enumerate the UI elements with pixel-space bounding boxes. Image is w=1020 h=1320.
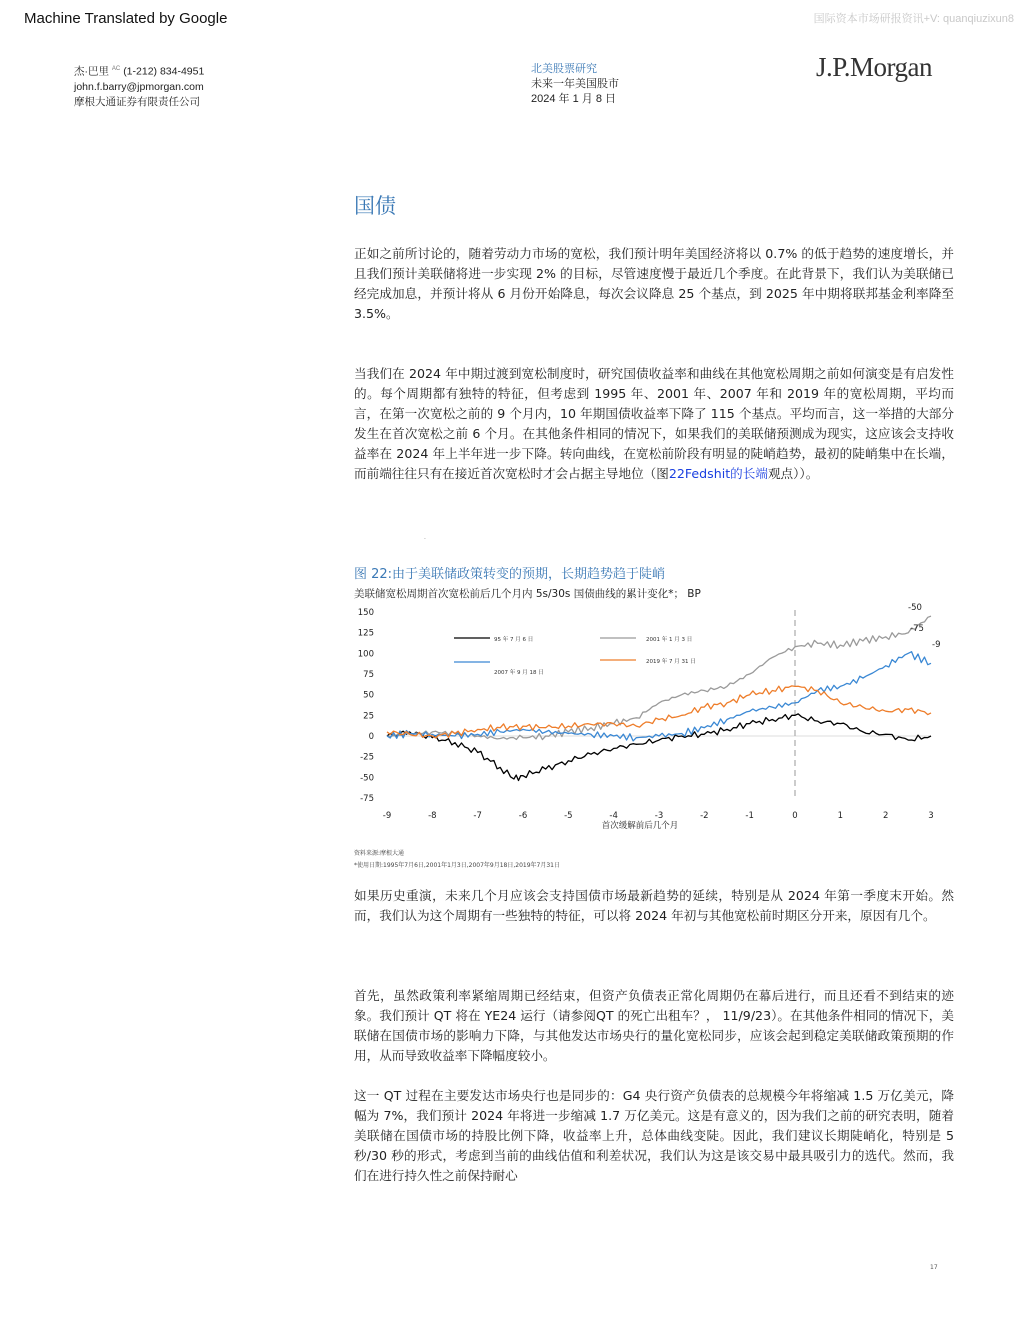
series-line bbox=[387, 714, 931, 781]
x-axis bbox=[383, 811, 934, 821]
figure-subtitle: 美联储宽松周期首次宽松前后几个月内 5s/30s 国债曲线的累计变化*； BP bbox=[354, 588, 701, 600]
x-tick-label: -5 bbox=[564, 811, 573, 821]
paragraph-5: 这一 QT 过程在主要发达市场央行也是同步的：G4 央行资产负债表的总规模今年将缩减 1.5 万亿美元，降幅为 7%，我们预计 2024 年将进一步缩减 1.7 万亿美元。这是有意义的，因为我们之前的研究表明，随着美联储在国债市场的持股比例下降，收益率上升，总体曲线变陡。因此，我们建议长期陡峭化，特别是 5 秒/30 秒的形式，考虑到当前的曲线估值和利差状况，我们认为这是该交易中最具吸引力的选代。然而，我们在进行持久性之前保持耐心 bbox=[354, 1088, 954, 1183]
y-tick-label: 75 bbox=[363, 670, 374, 680]
paragraph-1: 正如之前所讨论的，随着劳动力市场的宽松，我们预计明年美国经济将以 0.7% 的低于趋势的速度增长，并且我们预计美联储将进一步实现 2% 的目标，尽管速度慢于最近几个季度。在此背景下，我们认为美联储已经完成加息，并预计将从 6 月份开始降息，每次会议降息 25 个基点，到 2025 年中期将联邦基金利率降至 3.5%。 bbox=[354, 246, 954, 321]
author-name: 杰·巴里 bbox=[74, 65, 109, 78]
author-company: 摩根大通证券有限责任公司 bbox=[74, 95, 200, 108]
x-tick-label: 0 bbox=[792, 811, 798, 821]
end-labels bbox=[908, 603, 940, 650]
x-tick-label: -7 bbox=[473, 811, 482, 821]
paragraph-2 bbox=[354, 364, 954, 484]
y-tick-label: 150 bbox=[357, 608, 374, 618]
x-tick-label: -4 bbox=[609, 811, 618, 821]
figure-link[interactable]: 22Fedshit的长端 bbox=[668, 466, 768, 481]
analyst-certification-mark: AC bbox=[111, 66, 121, 72]
end-label: -75 bbox=[910, 624, 924, 634]
machine-translation-banner: Machine Translated by Google bbox=[24, 10, 228, 27]
end-label: -9 bbox=[932, 640, 941, 650]
section-title: 国债 bbox=[354, 194, 396, 218]
series-line bbox=[387, 686, 931, 738]
report-title: 未来一年美国股市 bbox=[531, 78, 619, 90]
x-tick-label: -9 bbox=[382, 811, 392, 821]
y-tick-label: 25 bbox=[363, 711, 374, 722]
author-email[interactable]: john.f.barry@jpmorgan.com bbox=[74, 80, 204, 93]
paragraph-2-text: 当我们在 2024 年中期过渡到宽松制度时，研究国债收益率和曲线在其他宽松周期之前如何演变是有启发性的。每个周期都有独特的特征，但考虑到 1995 年、2001 年、2007 年和 2019 年的宽松周期，平均而言，在第一次宽松之前的 9 个月内，10 年期国债收益率下降了 115 个基点。平均而言，这一举措的大部分发生在首次宽松之前 6 个月。在其他条件相同的情况下，如果我们的美联储预测成为现实，这应该会支持收益率在 2024 年上半年进一步下降。转向曲线，在宽松前阶段有明显的陡峭趋势，最初的陡峭集中在长端，而前端往往只有在接近首次宽松时才会占据主导地位（图 bbox=[354, 366, 954, 481]
y-tick-label: 50 bbox=[363, 690, 374, 701]
x-tick-label: 2 bbox=[882, 811, 889, 821]
author-block bbox=[74, 62, 204, 110]
report-header bbox=[531, 62, 619, 107]
y-tick-label: 100 bbox=[357, 649, 374, 660]
paragraph-4: 首先，虽然政策利率紧缩周期已经结束，但资产负债表正常化周期仍在幕后进行，而且还看不到结束的迹象。我们预计 QT 将在 YE24 运行（请参阅QT 的死亡出租车？， 11/9/23）。在其他条件相同的情况下，美联储在国债市场的影响力下降，与其他发达市场央行的量化宽松同步，应该会起到稳定美联储政策预期的作用，从而导致收益率下降幅度较小。 bbox=[354, 988, 954, 1063]
author-phone: (1-212) 834-4951 bbox=[123, 65, 205, 78]
y-tick-label: -50 bbox=[360, 773, 374, 784]
report-date: 2024 年 1 月 8 日 bbox=[531, 93, 616, 105]
paragraph-3: 如果历史重演，未来几个月应该会支持国债市场最新趋势的延续，特别是从 2024 年第一季度末开始。然而，我们认为这个周期有一些独特的特征，可以将 2024 年初与其他宽松前时期区分开来，原因有几个。 bbox=[354, 888, 954, 923]
x-tick-label: 3 bbox=[928, 811, 934, 821]
x-tick-label: -2 bbox=[700, 811, 709, 821]
figure-source bbox=[354, 848, 560, 872]
y-tick-label: 125 bbox=[357, 628, 374, 639]
y-tick-label: -25 bbox=[360, 752, 374, 763]
jpmorgan-logo: J.P.Morgan bbox=[816, 52, 933, 82]
stray-dot: . bbox=[424, 534, 426, 541]
legend-label: 2001 年 1 月 3 日 bbox=[646, 637, 693, 643]
x-tick-label: -3 bbox=[654, 811, 664, 821]
end-label: -50 bbox=[908, 603, 922, 613]
chart-legend bbox=[454, 635, 696, 676]
y-tick-label: -75 bbox=[360, 794, 374, 804]
x-tick-label: -1 bbox=[745, 811, 754, 821]
source-line: 资料来源:摩根大通 bbox=[354, 850, 405, 857]
report-department: 北美股票研究 bbox=[531, 63, 597, 75]
paragraph-2-tail: 观点））。 bbox=[767, 466, 819, 481]
legend-label: 2019 年 7 月 31 日 bbox=[646, 659, 696, 665]
figure-title: 图 22:由于美联储政策转变的预期，长期趋势趋于陡峭 bbox=[354, 567, 666, 582]
watermark: 国际资本市场研报资讯+V: quanqiuzixun8 bbox=[813, 13, 1014, 25]
y-tick-label: 0 bbox=[368, 732, 374, 742]
author-name-line bbox=[74, 62, 204, 80]
series-line bbox=[387, 616, 931, 740]
legend-label: 95 年 7 月 6 日 bbox=[494, 637, 534, 643]
x-tick-label: -6 bbox=[518, 811, 528, 821]
source-dates: *使用日期:1995年7月6日,2001年1月3日,2007年9月18日,2019年7月31日 bbox=[354, 862, 560, 869]
x-tick-label: 1 bbox=[837, 811, 844, 821]
x-tick-label: -8 bbox=[428, 811, 437, 821]
page-number: 17 bbox=[930, 1264, 938, 1271]
line-chart bbox=[350, 600, 950, 840]
legend-label: 2007 年 9 月 18 日 bbox=[494, 670, 544, 676]
x-axis-label: 首次缓解前后几个月 bbox=[601, 821, 679, 831]
y-axis bbox=[358, 608, 931, 804]
